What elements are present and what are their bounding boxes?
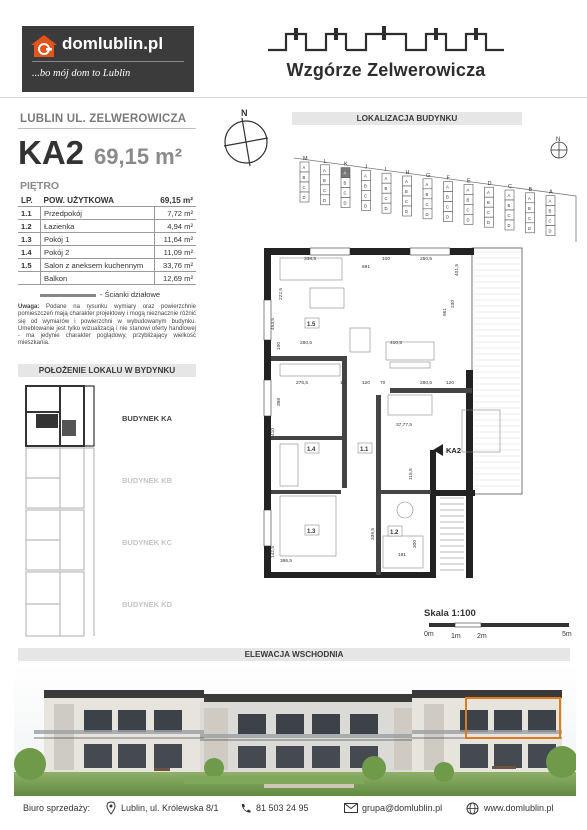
site-unit-letter: B <box>507 203 511 208</box>
site-unit-letter: B <box>528 205 531 211</box>
site-unit-letter: D <box>302 195 306 200</box>
site-unit-letter: B <box>405 189 408 194</box>
dim-top-right: 250,5 <box>420 257 433 262</box>
site-unit-letter: B <box>425 191 429 197</box>
site-unit-letter: C <box>405 199 409 204</box>
site-unit-letter: C <box>466 207 470 213</box>
room-name: Łazienka <box>41 220 155 233</box>
room-name: Pokój 2 <box>41 246 155 259</box>
north-label: N <box>241 108 248 118</box>
site-unit-letter: A <box>548 198 552 204</box>
room-area: 33,76 m² <box>154 259 196 272</box>
scale-tick-0: 0m <box>424 631 434 638</box>
site-unit-letter: C <box>364 193 368 199</box>
header-total: 69,15 m² <box>154 194 196 207</box>
room-label-1-5: 1.5 <box>307 322 316 328</box>
location-section-header: LOKALIZACJA BUDYNKU <box>292 112 522 125</box>
room-number: 1.5 <box>18 259 41 272</box>
site-unit-letter: D <box>425 211 429 217</box>
room-label-1-2: 1.2 <box>390 530 399 536</box>
header-area-label: POW. UŻYTKOWA <box>41 194 155 207</box>
table-row <box>18 272 196 285</box>
unit-marker-label: KA2 <box>446 446 462 455</box>
dim-280b: 280,5 <box>420 381 433 386</box>
site-building-letter: L <box>323 158 327 165</box>
site-unit-letter: B <box>446 194 449 200</box>
address: Lublin, ul. Królewska 8/1 <box>121 803 219 813</box>
disclaimer-note <box>18 304 196 348</box>
table-row <box>18 207 196 220</box>
elevation-render <box>14 664 576 796</box>
site-building-letter: M <box>303 156 308 162</box>
site-unit-letter: A <box>323 167 326 173</box>
dim-mid-115: 115,5 <box>409 468 414 480</box>
website-link[interactable]: www.domlublin.pl <box>484 803 554 813</box>
site-unit-letter: C <box>548 218 552 224</box>
scale-tick-5: 5m <box>562 631 572 638</box>
site-unit-letter: B <box>343 180 347 186</box>
site-unit-letter: A <box>487 190 490 196</box>
room-name: Pokój 1 <box>41 233 155 246</box>
dim-left-100: 100 <box>277 341 282 350</box>
location-line: LUBLIN UL. ZELWEROWICZA <box>20 113 187 125</box>
site-unit-letter: D <box>343 200 347 206</box>
partition-wall-legend: - Ścianki działowe <box>100 290 161 299</box>
dim-70: 70 <box>380 381 386 386</box>
table-row <box>18 233 196 246</box>
logo-divider <box>32 61 184 62</box>
site-plan <box>292 150 578 242</box>
site-building-letter: C <box>508 184 512 190</box>
site-unit-letter: C <box>343 190 347 196</box>
site-unit-letter: D <box>364 203 368 209</box>
site-unit-letter: D <box>323 197 327 203</box>
note-text: Podane na rysunku wymiary oraz powierzchnie pomieszczeń mają charakter projektowy i mogą nieznacznie różnić się od wymiarów i powierzchni w wybudowanym budynku. Umeblowanie jest tylko wizualizacją i nie stanowi oferty handlowej - ma jedynie charakter poglądowy, przybliżający wielkość mieszkania. <box>18 304 196 347</box>
building-kc-label: BUDYNEK KC <box>122 538 173 547</box>
room-label-1-1: 1.1 <box>360 447 369 453</box>
location-pin-icon <box>106 801 116 815</box>
site-unit-letter: A <box>446 184 449 190</box>
site-unit-letter: C <box>323 187 327 193</box>
note-label: Uwaga: <box>18 304 40 310</box>
site-unit-letter: B <box>302 175 306 180</box>
site-unit-letter: D <box>405 209 409 214</box>
dim-bottom-386: 386,5 <box>280 559 293 564</box>
building-kb-label: BUDYNEK KB <box>122 476 173 485</box>
site-building-letter: I <box>385 167 387 174</box>
room-number <box>18 272 41 285</box>
site-unit-letter: C <box>528 215 532 221</box>
email-address[interactable]: grupa@domlublin.pl <box>362 803 443 813</box>
room-number: 1.3 <box>18 233 41 246</box>
dim-top-mid: 691 <box>362 265 371 270</box>
divider <box>18 128 196 129</box>
room-label-1-3: 1.3 <box>307 529 316 535</box>
header-divider <box>0 97 587 98</box>
site-unit-letter: C <box>487 210 491 216</box>
site-unit-letter: A <box>343 170 347 176</box>
site-unit-letter: C <box>446 204 450 210</box>
table-row <box>18 220 196 233</box>
dim-10: 10 <box>340 381 346 386</box>
brand-tagline: ...bo mój dom to Lublin <box>32 68 131 79</box>
site-unit-letter: B <box>323 177 326 183</box>
site-building-letter: B <box>528 186 533 193</box>
building-position-diagram <box>20 382 100 640</box>
dim-right-401: 401,5 <box>455 263 460 276</box>
scale-label: Skala 1:100 <box>424 608 476 619</box>
room-name: Przedpokój <box>41 207 155 220</box>
dim-right-230: 230 <box>451 299 456 308</box>
dim-left-398: 398 <box>277 397 282 406</box>
site-unit-letter: D <box>446 214 450 220</box>
dim-left-453: 453,5 <box>271 317 276 330</box>
elevation-section-header: ELEWACJA WSCHODNIA <box>18 648 570 661</box>
site-building-letter: H <box>405 170 410 176</box>
room-number: 1.2 <box>18 220 41 233</box>
brand-name: domlublin.pl <box>62 34 164 53</box>
brand-logo <box>22 26 194 92</box>
site-unit-letter: D <box>466 217 470 223</box>
site-unit-letter: B <box>384 186 388 192</box>
site-building-letter: G <box>426 172 431 179</box>
room-name: Salon z aneksem kuchennym <box>41 259 155 272</box>
building-ka-label: BUDYNEK KA <box>122 414 173 423</box>
site-building-letter: K <box>344 161 348 168</box>
site-unit-letter: C <box>425 201 429 207</box>
unit-code: KA2 <box>18 134 85 171</box>
table-row <box>18 246 196 259</box>
site-building-letter: F <box>446 175 450 182</box>
site-building-letter: E <box>467 178 471 185</box>
site-unit-letter: D <box>507 223 511 228</box>
site-building-letter: A <box>549 189 553 196</box>
project-title: Wzgórze Zelwerowicza <box>286 60 486 80</box>
dim-left-142: 142,5 <box>271 545 276 558</box>
house-icon <box>30 34 58 58</box>
floor-plan <box>250 240 530 582</box>
rooms-table <box>18 194 196 285</box>
header-lp: LP. <box>18 194 41 207</box>
sales-office-label: Biuro sprzedaży: <box>23 803 91 813</box>
room-area: 12,69 m² <box>154 272 196 285</box>
site-unit-letter: B <box>487 200 490 206</box>
site-unit-letter: D <box>548 228 552 234</box>
dim-left-222: 222,5 <box>279 287 284 300</box>
site-unit-letter: A <box>384 176 388 182</box>
site-unit-letter: D <box>487 220 491 226</box>
room-area: 11,09 m² <box>154 246 196 259</box>
dim-mid-300: 300 <box>413 539 418 548</box>
site-unit-letter: C <box>384 196 388 202</box>
site-unit-letter: B <box>364 183 367 189</box>
dim-mid-410: 410,5 <box>390 341 403 346</box>
unit-area: 69,15 m² <box>94 144 183 169</box>
room-area: 11,64 m² <box>154 233 196 246</box>
balcony <box>472 248 522 494</box>
floor-label: PIĘTRO <box>20 180 60 192</box>
svg-text:N: N <box>556 137 561 143</box>
compass-icon <box>222 106 270 168</box>
room-label-1-4: 1.4 <box>307 447 316 453</box>
building-kd-label: BUDYNEK KD <box>122 600 173 609</box>
site-unit-letter: C <box>507 213 511 218</box>
site-unit-letter: A <box>364 173 367 179</box>
globe-icon <box>466 802 479 815</box>
site-unit-letter: A <box>466 187 470 193</box>
site-unit-letter: A <box>302 165 306 170</box>
partition-wall-swatch <box>40 294 96 297</box>
phone-number[interactable]: 81 503 24 95 <box>256 803 309 813</box>
phone-icon <box>240 803 252 814</box>
site-building-letter: D <box>487 181 492 188</box>
table-header <box>18 194 196 207</box>
position-section-header: POŁOŻENIE LOKALU W BYDYNKU <box>18 364 196 377</box>
scale-bar <box>424 621 574 631</box>
dim-bath: 37,77,5 <box>396 423 413 428</box>
scale-tick-1: 1m <box>451 633 461 640</box>
site-unit-letter: B <box>466 197 470 203</box>
room-number: 1.1 <box>18 207 41 220</box>
scale-tick-2: 2m <box>477 633 487 640</box>
dim-bottom-339: 339,5 <box>371 527 376 540</box>
site-unit-letter: D <box>528 225 532 231</box>
dim-mid-280: 280,5 <box>300 341 313 346</box>
room-number: 1.4 <box>18 246 41 259</box>
site-unit-letter: D <box>384 206 388 212</box>
table-row <box>18 259 196 272</box>
room-area: 7,72 m² <box>154 207 196 220</box>
site-unit-letter: A <box>405 179 408 184</box>
dim-bottom-181: 181 <box>398 553 407 558</box>
site-unit-letter: A <box>528 195 531 201</box>
dim-120: 120 <box>362 381 371 386</box>
room-name: Balkon <box>41 272 155 285</box>
dim-room-276: 276,5 <box>296 381 309 386</box>
dim-top-100: 100 <box>382 257 391 262</box>
dim-top-left: 338,5 <box>304 257 317 262</box>
room-area: 4,94 m² <box>154 220 196 233</box>
email-icon <box>344 803 358 813</box>
site-unit-letter: A <box>425 181 429 187</box>
dim-120b: 120 <box>446 381 455 386</box>
site-building-letter: J <box>364 164 368 171</box>
site-unit-letter: C <box>302 185 306 190</box>
dim-right-561: 561 <box>443 307 448 316</box>
project-logo-skyline <box>266 24 506 58</box>
dim-left-410: 410 <box>271 427 276 436</box>
site-unit-letter: B <box>548 208 552 214</box>
site-unit-letter: A <box>507 193 511 198</box>
